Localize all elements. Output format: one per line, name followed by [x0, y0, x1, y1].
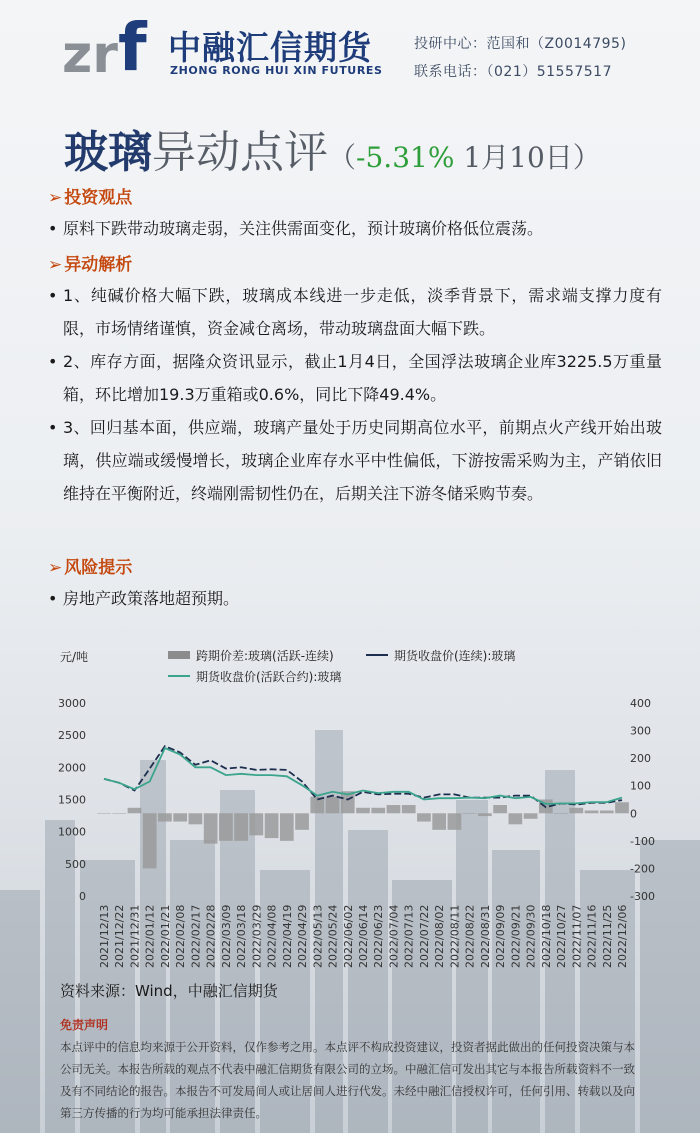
bullet-icon: •: [48, 352, 58, 371]
spread-bar: [173, 813, 187, 821]
y-left-tick-label: 1000: [58, 825, 86, 839]
x-tick-label: 2022/08/31: [478, 904, 492, 968]
glass-price-chart: [40, 640, 680, 975]
y-right-tick-label: -300: [630, 890, 655, 903]
x-tick-label: 2021/12/22: [113, 904, 127, 968]
disclaimer-text: 本点评中的信息均来源于公开资料，仅作参考之用。本点评不构成投资建议，投资者据此做出的任何投资决策与本公司无关。本报告所载的观点不代表中融汇信期货有限公司的立场。中融汇信可发出其它与本报告所载资料不一致及有不同结论的报告。本报告不可发局间人或让居间人进行代发。未经中融汇信授权许可，任何引用、转载以及向第三方传播的行为均可能承担法律责任。: [60, 1040, 635, 1120]
spread-bar: [463, 813, 477, 814]
spread-bar: [234, 813, 248, 841]
spread-bar: [432, 813, 446, 830]
spread-bar: [249, 813, 263, 835]
x-tick-label: 2021/12/31: [128, 904, 142, 968]
y-left-tick-label: 2500: [58, 729, 86, 743]
x-tick-label: 2022/02/17: [189, 904, 203, 968]
spread-bar: [280, 813, 294, 841]
phone-line: 联系电话：（021）51557517: [414, 64, 612, 80]
x-tick-label: 2021/12/13: [98, 904, 111, 968]
price-change: -5.31%: [356, 141, 455, 174]
legend-label: 跨期价差:玻璃(活跃-连续): [196, 649, 334, 663]
x-tick-label: 2022/06/02: [341, 904, 355, 968]
legend-label: 期货收盘价(活跃合约):玻璃: [196, 670, 342, 684]
spread-bar: [189, 813, 203, 824]
spread-bar: [326, 797, 340, 814]
analyst-name: 范国和（Z0014795): [486, 36, 627, 52]
x-tick-label: 2022/07/22: [417, 904, 431, 968]
svg-text:zr: zr: [62, 25, 118, 80]
y-left-tick-label: 500: [65, 857, 86, 871]
chevron-right-icon: ➢: [48, 188, 63, 208]
x-tick-label: 2022/06/23: [372, 904, 386, 968]
disclaimer-title: 免责声明: [60, 1018, 109, 1032]
spread-bar: [569, 808, 583, 814]
spread-bar: [508, 813, 522, 824]
y-axis-label: 元/吨: [60, 650, 89, 664]
x-tick-label: 2022/08/11: [448, 904, 462, 968]
y-right-tick-label: -200: [630, 862, 655, 876]
risk-paragraph: • 房地产政策落地超预期。: [50, 582, 662, 615]
spread-bar: [448, 813, 462, 830]
spread-bar: [356, 808, 370, 814]
spread-bar: [219, 813, 233, 841]
y-right-tick-label: 200: [630, 752, 651, 766]
spread-bar: [295, 813, 309, 830]
x-tick-label: 2022/12/06: [616, 904, 629, 968]
spread-bar: [387, 805, 401, 813]
company-name-en: ZHONG RONG HUI XIN FUTURES: [170, 64, 383, 77]
analysis-item-3: • 3、回归基本面，供应端，玻璃产量处于历史同期高位水平，前期点火产线开始出玻璃，供应端或缓慢增长，玻璃企业库存水平中性偏低，下游按需采购为主，产销依旧维持在平衡附近，终端刚需韧性仍在，后期关注下游冬储采购节奏。: [50, 411, 662, 510]
x-tick-label: 2022/06/14: [357, 904, 370, 968]
x-tick-label: 2022/08/02: [433, 904, 447, 968]
chevron-right-icon: ➢: [48, 558, 63, 578]
title-subject: 玻璃: [64, 127, 152, 178]
y-left-tick-label: 2000: [58, 761, 86, 775]
spread-bar: [402, 805, 416, 813]
x-tick-label: 2022/01/21: [158, 904, 172, 968]
x-tick-label: 2022/04/08: [265, 904, 279, 968]
bullet-icon: •: [48, 286, 58, 305]
spread-bar: [417, 813, 431, 821]
x-tick-label: 2022/02/08: [174, 904, 188, 968]
y-left-tick-label: 1500: [58, 793, 86, 807]
spread-bar: [585, 811, 599, 814]
spread-bar: [97, 813, 111, 814]
y-right-tick-label: -100: [630, 834, 655, 848]
y-right-tick-label: 100: [630, 779, 651, 793]
x-tick-label: 2022/04/29: [296, 904, 310, 968]
y-right-tick-label: 0: [630, 807, 637, 821]
section-title-view: ➢ 投资观点: [48, 188, 133, 208]
analysis-item-2: • 2、库存方面，据隆众资讯显示，截止1月4日，全国浮法玻璃企业库3225.5万重量箱，环比增加19.3万重箱或0.6%，同比下降49.4%。: [50, 345, 662, 411]
spread-bar: [615, 802, 629, 813]
svg-text:f: f: [118, 10, 147, 80]
x-tick-label: 2022/11/25: [600, 904, 614, 968]
x-tick-label: 2022/03/18: [235, 904, 249, 968]
x-tick-label: 2022/07/13: [402, 904, 416, 968]
spread-bar: [265, 813, 279, 838]
spread-bar: [128, 808, 142, 814]
view-paragraph: • 原料下跌带动玻璃走弱，关注供需面变化，预计玻璃价格低位震荡。: [50, 212, 662, 245]
phone-number: （021）51557517: [486, 64, 612, 80]
legend-swatch: [168, 651, 190, 659]
x-tick-label: 2022/03/09: [219, 904, 233, 968]
spread-bar: [478, 813, 492, 816]
spread-bar: [371, 808, 385, 814]
bullet-icon: •: [48, 219, 58, 238]
company-logo-icon: [62, 10, 154, 80]
spread-bar: [524, 813, 538, 819]
y-right-tick-label: 400: [630, 697, 651, 710]
x-tick-label: 2022/05/13: [311, 904, 325, 968]
x-tick-label: 2022/08/22: [463, 904, 477, 968]
contact-info: [414, 30, 626, 86]
x-tick-label: 2022/05/24: [326, 904, 340, 968]
analysis-item-1: • 1、纯碱价格大幅下跌，玻璃成本线进一步走低，淡季背景下，需求端支撑力度有限，市场情绪谨慎，资金减仓离场，带动玻璃盘面大幅下跌。: [50, 279, 662, 345]
spread-bar: [112, 813, 126, 814]
x-tick-label: 2022/09/21: [509, 904, 523, 968]
active-contract-price-line: [104, 748, 622, 804]
section-title-risk: ➢ 风险提示: [48, 558, 133, 578]
research-center-line: 投研中心：范国和（Z0014795): [414, 36, 627, 52]
report-header: [0, 0, 700, 95]
spread-bar: [493, 805, 507, 813]
chevron-right-icon: ➢: [48, 255, 63, 275]
spread-bar: [554, 813, 568, 814]
spread-bar: [600, 811, 614, 814]
page-title: 玻璃异动点评（-5.31% 1月10日）: [64, 127, 601, 178]
data-source: 资料来源：Wind，中融汇信期货: [60, 982, 278, 1000]
bullet-icon: •: [48, 418, 58, 437]
y-left-tick-label: 3000: [58, 697, 86, 710]
x-tick-label: 2022/11/07: [570, 904, 584, 968]
title-date: 1月10日）: [454, 141, 601, 174]
x-tick-label: 2022/04/19: [280, 904, 294, 968]
spread-bar: [158, 813, 172, 821]
x-tick-label: 2022/01/12: [143, 904, 157, 968]
x-tick-label: 2022/09/30: [524, 904, 538, 968]
title-type: 异动点评: [152, 127, 328, 178]
x-tick-label: 2022/09/09: [494, 904, 508, 968]
spread-bar: [204, 813, 218, 843]
bullet-icon: •: [48, 589, 58, 608]
spread-bar: [143, 813, 157, 868]
company-name-cn: 中融汇信期货: [168, 28, 372, 67]
x-tick-label: 2022/07/04: [387, 904, 401, 968]
legend-label: 期货收盘价(连续):玻璃: [394, 649, 516, 663]
x-tick-label: 2022/03/29: [250, 904, 264, 968]
y-left-tick-label: 0: [79, 890, 86, 903]
x-tick-label: 2022/10/27: [555, 904, 569, 968]
x-tick-label: 2022/02/28: [204, 904, 218, 968]
x-tick-label: 2022/10/18: [539, 904, 553, 968]
section-title-analysis: ➢ 异动解析: [48, 255, 133, 275]
y-right-tick-label: 300: [630, 724, 651, 738]
x-tick-label: 2022/11/16: [585, 904, 599, 968]
